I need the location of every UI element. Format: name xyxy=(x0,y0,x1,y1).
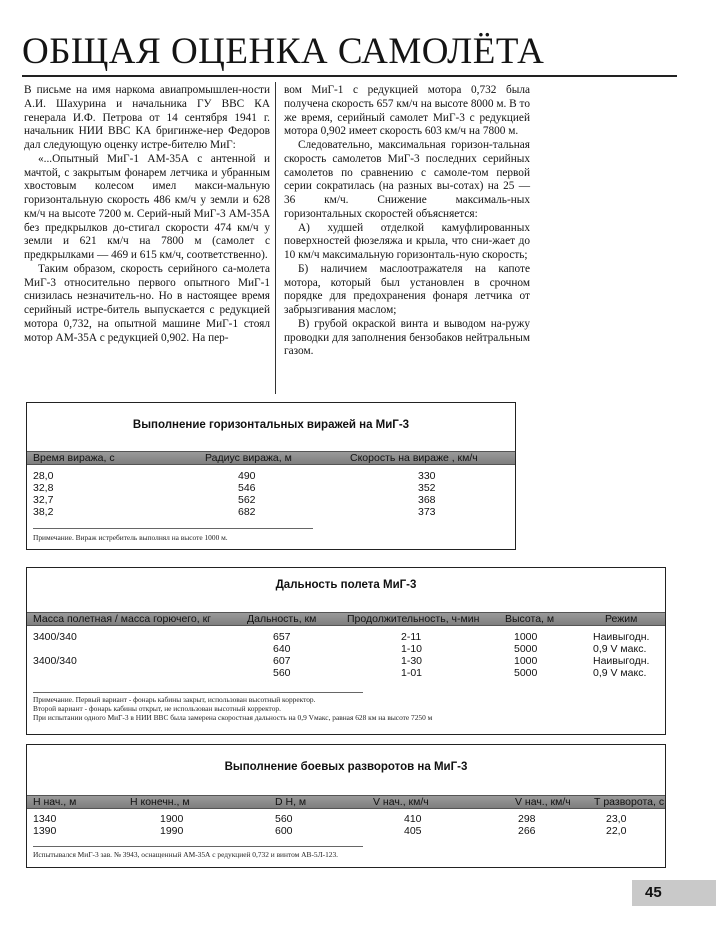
cell: Наивыгодн. xyxy=(593,631,650,643)
cell: 23,0 xyxy=(606,813,627,825)
table-title: Дальность полета МиГ-3 xyxy=(275,579,417,591)
page-title: ОБЩАЯ ОЦЕНКА САМОЛЁТА xyxy=(22,31,545,72)
column-header: V нач., км/ч xyxy=(515,796,571,808)
cell: 1000 xyxy=(514,655,538,667)
column-header: Время виража, с xyxy=(33,452,115,464)
cell: Наивыгодн. xyxy=(593,655,650,667)
table-title: Выполнение горизонтальных виражей на МиГ-3 xyxy=(132,419,410,431)
column-header: Т разворота, с xyxy=(594,796,665,808)
column-header: H конечн., м xyxy=(130,796,190,808)
table-row xyxy=(27,668,665,680)
column-header: H нач., м xyxy=(33,796,77,808)
table-note: Примечание. Первый вариант - фонарь кабины закрыт, использован высотный корректор. xyxy=(33,695,316,704)
table-note: Второй вариант - фонарь кабины открыт, не использован высотный корректор. xyxy=(33,704,281,713)
column-divider xyxy=(275,82,276,394)
paragraph: В) грубой окраской винта и выводом на-ружу проводки для заполнения бензобаков нейтральным газом. xyxy=(284,317,530,358)
cell: 32,7 xyxy=(33,494,54,506)
cell: 1000 xyxy=(514,631,538,643)
title-rule xyxy=(22,75,677,77)
turns-table xyxy=(26,402,516,550)
text-column-left xyxy=(24,84,270,345)
cell: 562 xyxy=(238,494,256,506)
cell: 368 xyxy=(418,494,436,506)
paragraph: А) худшей отделкой камуфлированных поверхностей фюзеляжа и крыла, что сни-жает до 10 км/ч максимальную горизонталь-ную скорость; xyxy=(284,221,530,261)
note-divider xyxy=(33,846,363,847)
cell: 600 xyxy=(275,825,293,837)
column-header: Масса полетная / масса горючего, кг xyxy=(33,613,212,625)
column-header: Радиус виража, м xyxy=(205,452,292,464)
cell: 32,8 xyxy=(33,482,54,494)
paragraph: Б) наличием маслоотражателя на капоте мотора, который был установлен в срочном порядке для предохранения фонаря летчика от забрызгивания маслом; xyxy=(284,262,530,316)
combat-turns-table xyxy=(26,744,666,868)
cell: 2-11 xyxy=(401,631,422,643)
table-note: Испытывался МиГ-3 зав. № 3943, оснащенный АМ-35А с редукцией 0,732 и винтом АВ-5Л-123. xyxy=(33,850,339,859)
cell: 640 xyxy=(273,643,291,655)
cell: 0,9 V макс. xyxy=(593,643,647,655)
cell: 657 xyxy=(273,631,291,643)
cell: 1-01 xyxy=(401,667,423,679)
column-header: Продолжительность, ч-мин xyxy=(347,613,480,625)
text-column-right xyxy=(284,84,530,359)
paragraph: Следовательно, максимальная горизон-тальная скорость самолетов МиГ-3 последних серийных самолетов по сравнению с самоле-том первой серии сократилась (на разных вы-сотах) на 25 — 36 км/ч. Снижение максималь-ных горизонтальных скоростей объясняется: xyxy=(284,139,530,220)
paragraph: «...Опытный МиГ-1 АМ-35А с антенной и мачтой, с закрытым фонарем летчика и убранным хвостовым колесом имел макси-мальную горизонтальную скорость 486 км/ч у земли и 628 км/ч на высоте 7200 м. Серий-ный МиГ-3 АМ-35А без предкрылков до-стигал скорости 474 км/ч у земли и 621 км/ч на 7800 м (самолет с предкрылками — 469 и 615 км/ч, соответственно). xyxy=(24,152,270,261)
table-header xyxy=(27,612,665,626)
cell: 410 xyxy=(404,813,422,825)
table-row xyxy=(27,507,515,519)
cell: 682 xyxy=(238,506,256,518)
note-divider xyxy=(33,528,313,529)
cell: 1900 xyxy=(160,813,184,825)
column-header: Режим xyxy=(605,613,638,625)
cell: 1390 xyxy=(33,825,57,837)
column-header: Высота, м xyxy=(505,613,555,625)
paragraph: В письме на имя наркома авиапромышлен-ности А.И. Шахурина и начальника ГУ ВВС КА генерала И.Ф. Петрова от 14 сентября 1941 г. начальник НИИ ВВС КА бригинже-нер Федоров дал следующую оценку истре-бителю МиГ: xyxy=(24,84,270,151)
cell: 1-30 xyxy=(401,655,423,667)
cell: 560 xyxy=(273,667,291,679)
cell: 352 xyxy=(418,482,436,494)
cell: 405 xyxy=(404,825,422,837)
cell: 3400/340 xyxy=(33,631,77,643)
table-title: Выполнение боевых разворотов на МиГ-3 xyxy=(224,761,468,773)
paragraph: Таким образом, скорость серийного са-молета МиГ-3 относительно первого опытного МиГ-1 снизилась незначитель-но. Но в настоящее время серийный истре-битель выпускается с редукцией мотора 0,732, на опытной машине МиГ-1 стоял мотор АМ-35А с редукцией 0,902. На пер- xyxy=(24,262,270,344)
table-row xyxy=(27,495,515,507)
cell: 28,0 xyxy=(33,470,54,482)
cell: 490 xyxy=(238,470,256,482)
table-row xyxy=(27,826,665,838)
cell: 3400/340 xyxy=(33,655,77,667)
column-header: Дальность, км xyxy=(247,613,317,625)
cell: 546 xyxy=(238,482,256,494)
cell: 1990 xyxy=(160,825,184,837)
cell: 266 xyxy=(518,825,536,837)
column-header: D H, м xyxy=(275,796,307,808)
column-header: Скорость на вираже , км/ч xyxy=(350,452,478,464)
table-row xyxy=(27,632,665,644)
note-divider xyxy=(33,692,363,693)
cell: 38,2 xyxy=(33,506,54,518)
cell: 330 xyxy=(418,470,436,482)
paragraph: вом МиГ-1 с редукцией мотора 0,732 была получена скорость 657 км/ч на высоте 8000 м. В то же время, серийный самолет МиГ-3 с редукцией мотора 0,902 имеет скорость 603 км/ч на 7800 м. xyxy=(284,84,530,138)
table-note: При испытании одного МиГ-3 в НИИ ВВС была замерена скоростная дальность на 0,9 Vмакс, равная 628 км на высоте 7250 м xyxy=(33,713,433,722)
table-row xyxy=(27,471,515,483)
cell: 1-10 xyxy=(401,643,423,655)
column-header: V нач., км/ч xyxy=(373,796,429,808)
cell: 5000 xyxy=(514,643,538,655)
table-row xyxy=(27,644,665,656)
table-header xyxy=(27,795,665,809)
cell: 298 xyxy=(518,813,536,825)
cell: 1340 xyxy=(33,813,57,825)
table-row xyxy=(27,814,665,826)
cell: 373 xyxy=(418,506,436,518)
table-note: Примечание. Вираж истребитель выполнял на высоте 1000 м. xyxy=(33,533,228,542)
range-table xyxy=(26,567,666,735)
cell: 560 xyxy=(275,813,293,825)
page-number: 45 xyxy=(632,880,716,906)
cell: 5000 xyxy=(514,667,538,679)
table-row xyxy=(27,656,665,668)
table-row xyxy=(27,483,515,495)
cell: 0,9 V макс. xyxy=(593,667,647,679)
cell: 22,0 xyxy=(606,825,627,837)
table-header xyxy=(27,451,515,465)
cell: 607 xyxy=(273,655,291,667)
